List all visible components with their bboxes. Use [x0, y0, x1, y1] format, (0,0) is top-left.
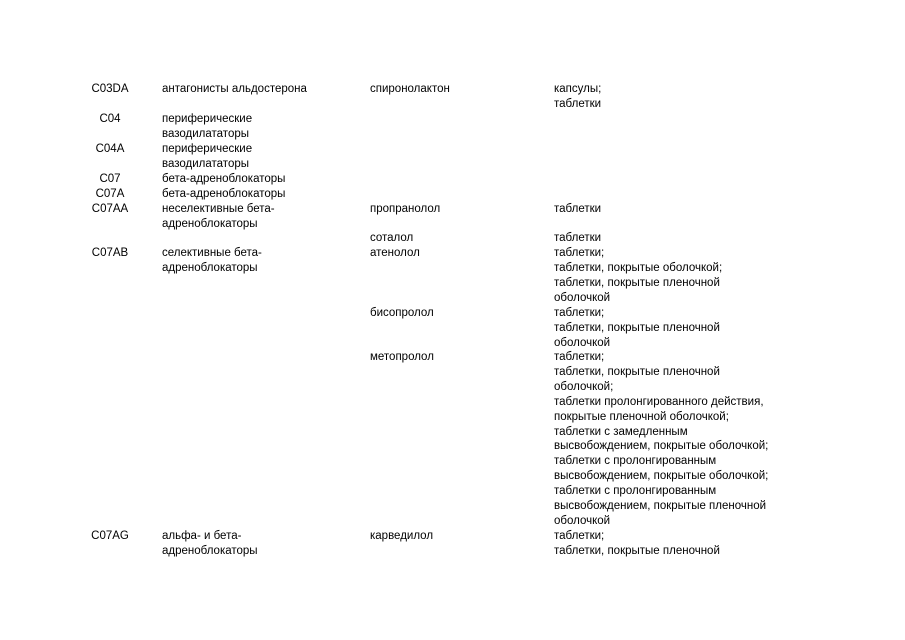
pharmacological-group: неселективные бета- адреноблокаторы — [162, 203, 275, 230]
drug-name: карведилол — [370, 530, 434, 542]
atc-code: C03DA — [91, 83, 129, 95]
drug-name: пропранолол — [370, 203, 441, 215]
dosage-form: таблетки — [554, 232, 602, 244]
dosage-form: таблетки; таблетки, покрытые пленочной оболочкой — [554, 307, 720, 349]
drug-name: метопролол — [370, 351, 434, 363]
atc-code: C07 — [99, 173, 121, 185]
pharmacological-group: бета-адреноблокаторы — [162, 173, 286, 185]
drug-name: соталол — [370, 232, 414, 244]
atc-code: C07AG — [91, 530, 129, 542]
atc-code: C04 — [99, 113, 121, 125]
atc-code: C07AA — [91, 203, 129, 215]
pharmacological-group: селективные бета- адреноблокаторы — [162, 247, 262, 274]
drug-name: бисопролол — [370, 307, 434, 319]
dosage-form: таблетки; таблетки, покрытые оболочкой; таблетки, покрытые пленочной оболочкой — [554, 247, 723, 304]
pharmacological-group: бета-адреноблокаторы — [162, 188, 286, 200]
pharmacological-group: антагонисты альдостерона — [162, 83, 307, 95]
atc-code: C04A — [95, 143, 125, 155]
dosage-form: таблетки — [554, 203, 602, 215]
drug-name: спиронолактон — [370, 83, 450, 95]
dosage-form: таблетки; таблетки, покрытые пленочной — [554, 530, 720, 557]
atc-code: C07A — [95, 188, 125, 200]
pharmacological-group: периферические вазодилататоры — [162, 113, 253, 140]
pharmacological-group: периферические вазодилататоры — [162, 143, 253, 170]
dosage-form: таблетки; таблетки, покрытые пленочной оболочкой; таблетки пролонгированного действия, покрытые пленочной оболочкой; таблетки с замедленным высвобождением, покрытые оболочкой; таблетки с пролонгированным высвобождением, покрытые оболочкой; таблетки с пролонгированным высвобождением, покрытые пленочной оболочкой — [554, 351, 769, 527]
drug-name: атенолол — [370, 247, 420, 259]
pharmacological-group: альфа- и бета- адреноблокаторы — [162, 530, 258, 557]
dosage-form: капсулы; таблетки — [554, 83, 602, 110]
atc-code: C07AB — [91, 247, 129, 259]
